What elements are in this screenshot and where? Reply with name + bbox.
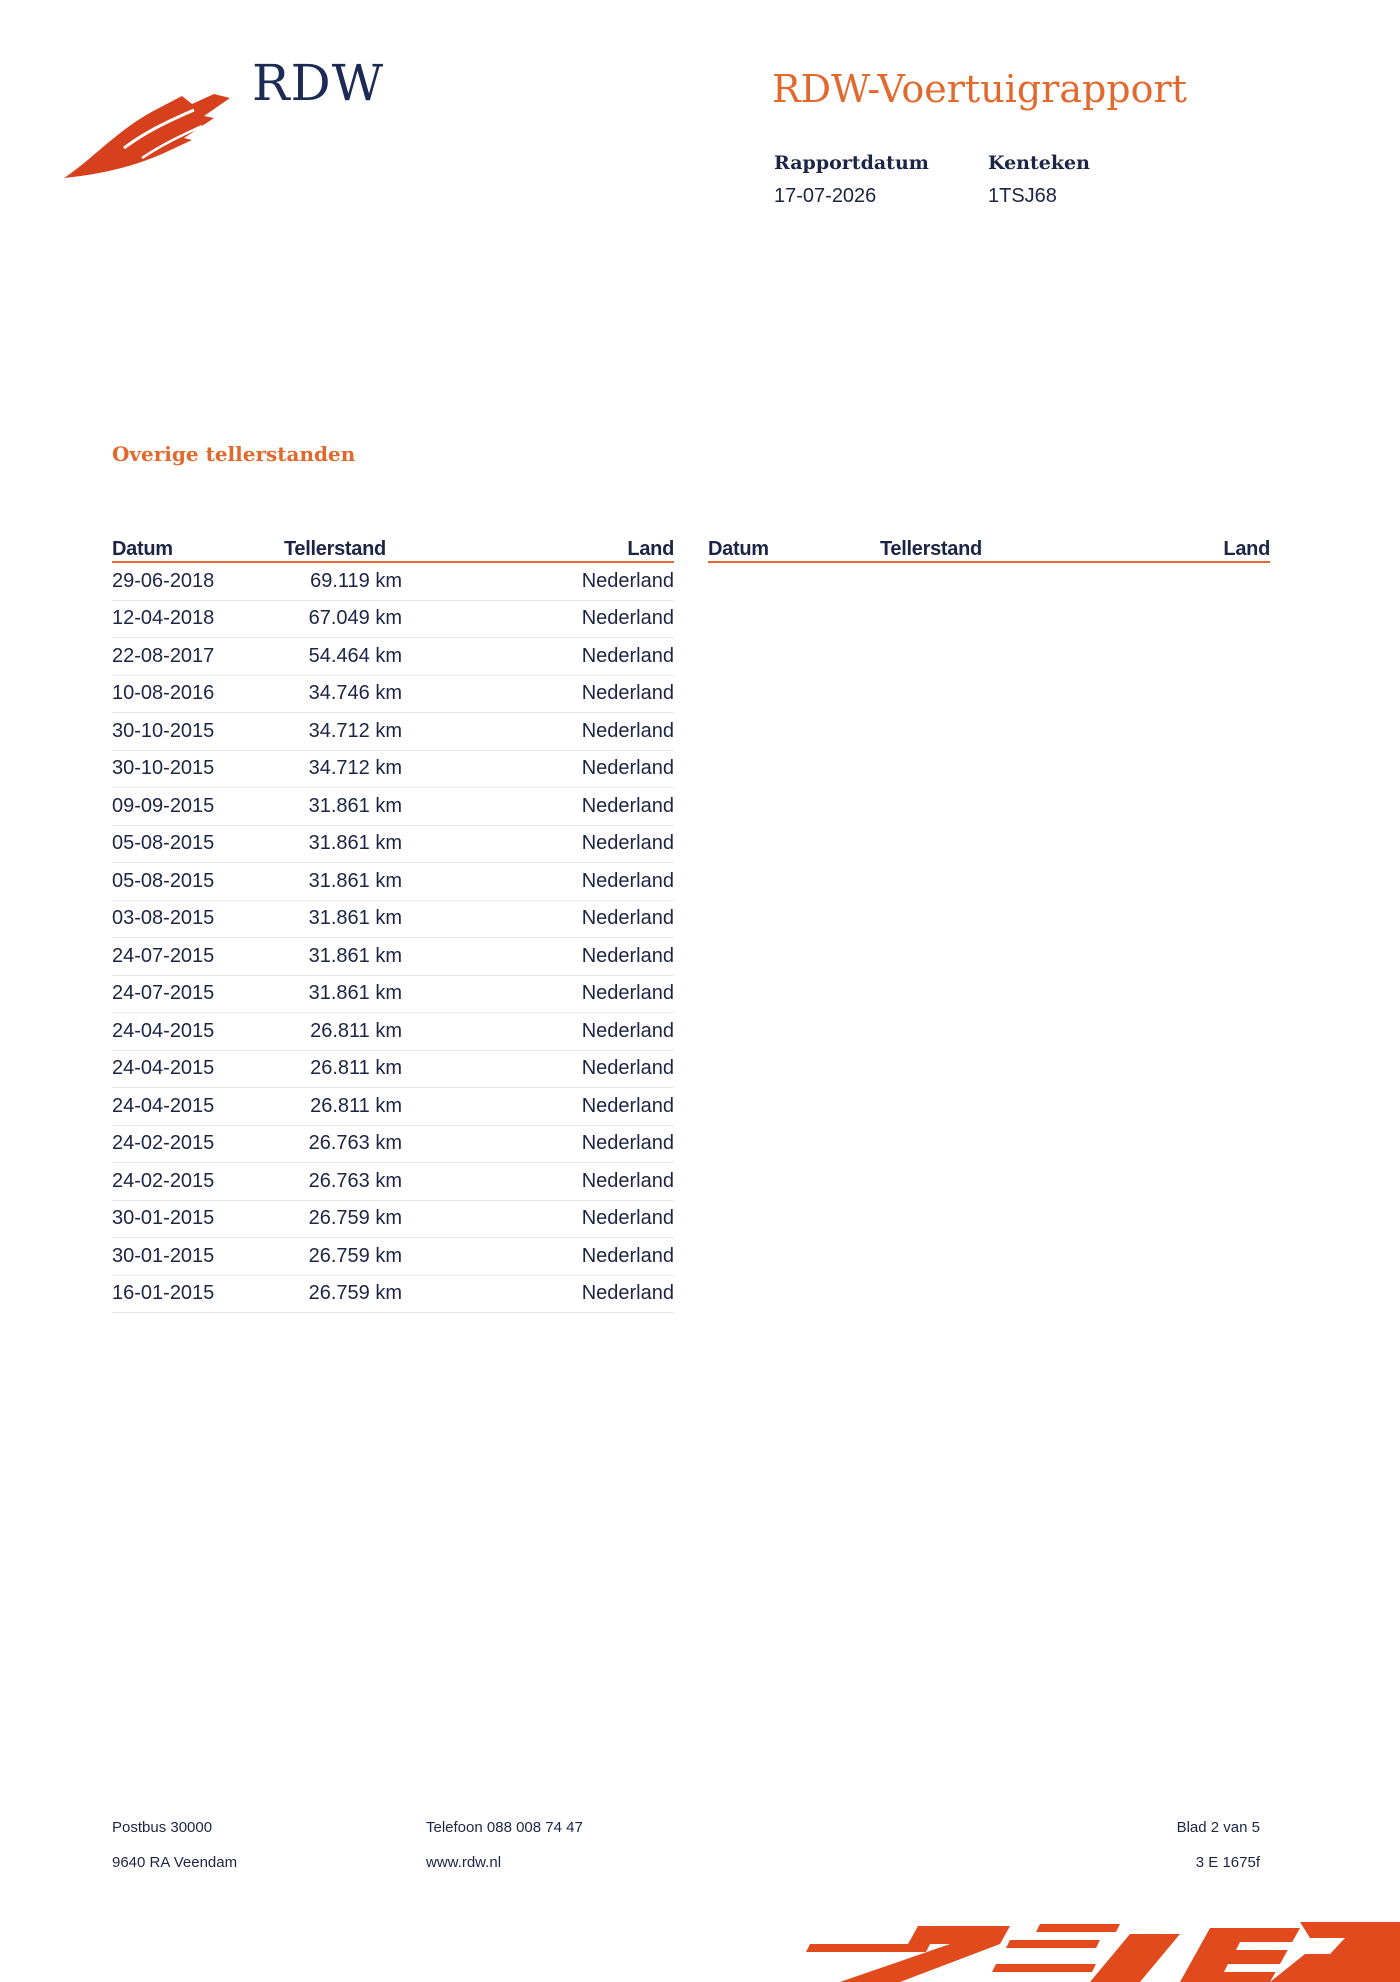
cell-odometer: 34.712 km <box>308 757 402 780</box>
cell-date: 30-01-2015 <box>112 1244 215 1267</box>
cell-country: Nederland <box>581 1132 674 1155</box>
table-row <box>112 563 674 601</box>
header-date: Datum <box>112 538 173 560</box>
cell-country: Nederland <box>581 569 674 592</box>
cell-country: Nederland <box>581 1282 674 1305</box>
cell-date: 24-07-2015 <box>112 944 215 967</box>
brand-name: RDW <box>252 54 385 112</box>
table-row <box>112 1201 674 1239</box>
cell-odometer: 26.759 km <box>308 1244 402 1267</box>
cell-odometer: 26.759 km <box>308 1207 402 1230</box>
cell-country: Nederland <box>581 607 674 630</box>
cell-date: 16-01-2015 <box>112 1282 215 1305</box>
header-country: Land <box>627 538 674 560</box>
cell-odometer: 31.861 km <box>308 982 402 1005</box>
footer-address-line1: Postbus 30000 <box>112 1819 213 1836</box>
table-row <box>112 1126 674 1164</box>
cell-country: Nederland <box>581 719 674 742</box>
table-row <box>112 1051 674 1089</box>
cell-date: 12-04-2018 <box>112 607 215 630</box>
footer-website[interactable]: www.rdw.nl <box>426 1854 502 1871</box>
table-body <box>112 563 674 1313</box>
table-row <box>112 1013 674 1051</box>
table-row <box>112 638 674 676</box>
odometer-table-right <box>708 536 1270 563</box>
cell-country: Nederland <box>581 1169 674 1192</box>
cell-odometer: 54.464 km <box>308 644 402 667</box>
cell-odometer: 31.861 km <box>308 907 402 930</box>
cell-date: 24-04-2015 <box>112 1057 215 1080</box>
cell-date: 29-06-2018 <box>112 569 215 592</box>
table-row <box>112 1088 674 1126</box>
cell-country: Nederland <box>581 794 674 817</box>
cell-odometer: 34.746 km <box>308 682 402 705</box>
table-header <box>708 536 1270 563</box>
cell-odometer: 67.049 km <box>308 607 402 630</box>
cell-date: 30-10-2015 <box>112 757 215 780</box>
cell-date: 24-07-2015 <box>112 982 215 1005</box>
cell-odometer: 34.712 km <box>308 719 402 742</box>
cell-odometer: 31.861 km <box>308 869 402 892</box>
header-odometer: Tellerstand <box>880 538 982 560</box>
cell-date: 05-08-2015 <box>112 869 215 892</box>
plate-label: Kenteken <box>988 152 1090 174</box>
cell-odometer: 26.811 km <box>310 1094 402 1117</box>
section-title: Overige tellerstanden <box>112 442 356 466</box>
footer-phone: Telefoon 088 008 74 47 <box>426 1819 583 1836</box>
cell-date: 05-08-2015 <box>112 832 215 855</box>
cell-country: Nederland <box>581 869 674 892</box>
table-row <box>112 1238 674 1276</box>
header-country: Land <box>1223 538 1270 560</box>
cell-date: 24-02-2015 <box>112 1169 215 1192</box>
table-row <box>112 601 674 639</box>
cell-odometer: 26.763 km <box>308 1169 402 1192</box>
table-row <box>112 826 674 864</box>
cell-date: 24-04-2015 <box>112 1019 215 1042</box>
cell-country: Nederland <box>581 982 674 1005</box>
cell-country: Nederland <box>581 1207 674 1230</box>
cell-country: Nederland <box>581 757 674 780</box>
cell-odometer: 26.759 km <box>308 1282 402 1305</box>
cell-date: 10-08-2016 <box>112 682 215 705</box>
cell-odometer: 31.861 km <box>308 832 402 855</box>
cell-odometer: 31.861 km <box>308 794 402 817</box>
cell-date: 30-01-2015 <box>112 1207 215 1230</box>
cell-date: 09-09-2015 <box>112 794 215 817</box>
cell-country: Nederland <box>581 644 674 667</box>
cell-country: Nederland <box>581 1057 674 1080</box>
header-date: Datum <box>708 538 769 560</box>
cell-date: 30-10-2015 <box>112 719 215 742</box>
cell-odometer: 26.763 km <box>308 1132 402 1155</box>
header-odometer: Tellerstand <box>284 538 386 560</box>
table-row <box>112 863 674 901</box>
table-row <box>112 751 674 789</box>
report-date-label: Rapportdatum <box>774 152 929 174</box>
table-row <box>112 676 674 714</box>
report-title: RDW-Voertuigrapport <box>772 67 1187 111</box>
cell-country: Nederland <box>581 907 674 930</box>
cell-country: Nederland <box>581 1244 674 1267</box>
rdw-wing-logo-icon <box>64 88 230 180</box>
table-row <box>112 901 674 939</box>
cell-country: Nederland <box>581 1094 674 1117</box>
report-date-value: 17-07-2026 <box>774 185 877 207</box>
table-row <box>112 1276 674 1314</box>
cell-country: Nederland <box>581 682 674 705</box>
table-row <box>112 1163 674 1201</box>
cell-odometer: 31.861 km <box>308 944 402 967</box>
cell-odometer: 26.811 km <box>310 1057 402 1080</box>
table-row <box>112 788 674 826</box>
cell-country: Nederland <box>581 1019 674 1042</box>
footer-code: 3 E 1675f <box>1195 1854 1260 1871</box>
rdw-stripes-decoration-icon <box>800 1920 1400 1982</box>
cell-odometer: 26.811 km <box>310 1019 402 1042</box>
footer-address-line2: 9640 RA Veendam <box>112 1854 238 1871</box>
footer-page-number: Blad 2 van 5 <box>1176 1819 1260 1836</box>
cell-date: 24-04-2015 <box>112 1094 215 1117</box>
cell-date: 24-02-2015 <box>112 1132 215 1155</box>
table-header <box>112 536 674 563</box>
cell-odometer: 69.119 km <box>310 569 402 592</box>
cell-country: Nederland <box>581 944 674 967</box>
table-row <box>112 713 674 751</box>
odometer-table-left <box>112 536 674 1313</box>
plate-value: 1TSJ68 <box>988 185 1057 207</box>
table-row <box>112 938 674 976</box>
cell-country: Nederland <box>581 832 674 855</box>
table-row <box>112 976 674 1014</box>
cell-date: 22-08-2017 <box>112 644 215 667</box>
cell-date: 03-08-2015 <box>112 907 215 930</box>
